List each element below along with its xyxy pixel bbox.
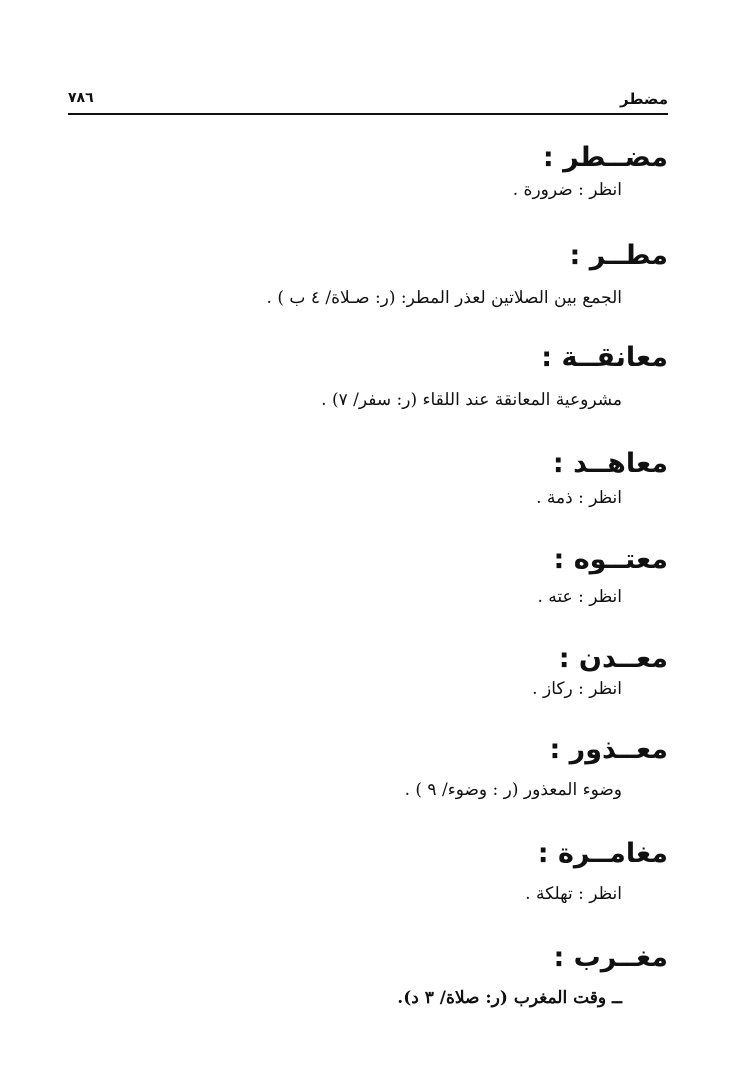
- entry-text: انظر : ركاز .: [532, 679, 622, 699]
- entry-maghrib: [108, 940, 668, 1012]
- entry-term: مغامــرة :: [537, 838, 668, 869]
- entry-text: ــ وقت المغرب (ر: صلاة/ ٣ د).: [397, 988, 622, 1008]
- entry-matar: [108, 238, 668, 312]
- entry-term: معاهــد :: [552, 448, 668, 479]
- entry-text: الجمع بين الصلاتين لعذر المطر: (ر: صـلاة/ ٤ ب ) .: [266, 288, 622, 308]
- entry-muanaqa: [108, 340, 668, 414]
- entry-text: وضوء المعذور (ر : وضوء/ ٩ ) .: [404, 780, 622, 800]
- entry-mudtarr: [108, 140, 668, 204]
- entry-term: معانقــة :: [541, 342, 668, 373]
- entry-text: انظر : عته .: [537, 587, 622, 607]
- entry-text: مشروعية المعانقة عند اللقاء (ر: سفر/ ٧) .: [321, 390, 622, 410]
- running-head-title: مضطر: [619, 90, 668, 108]
- entry-mughamara: [108, 836, 668, 908]
- entry-term: مغــرب :: [553, 942, 668, 973]
- entry-madhur: [108, 732, 668, 804]
- entry-text: انظر : ضرورة .: [512, 180, 622, 200]
- entry-term: معــدن :: [558, 643, 668, 674]
- entry-text: انظر : ذمة .: [536, 488, 622, 508]
- header-rule: [68, 113, 668, 115]
- entry-term: مضــطر :: [542, 142, 668, 173]
- page-number: ٧٨٦: [68, 90, 94, 106]
- entry-term: معــذور :: [549, 734, 668, 765]
- entry-term: معتــوه :: [553, 544, 668, 575]
- entry-muahid: [108, 446, 668, 512]
- entry-matuh: [108, 542, 668, 611]
- entry-term: مطــر :: [569, 240, 668, 271]
- page-header: [68, 86, 668, 116]
- entry-text: انظر : تهلكة .: [525, 884, 622, 904]
- entry-madin: [108, 641, 668, 703]
